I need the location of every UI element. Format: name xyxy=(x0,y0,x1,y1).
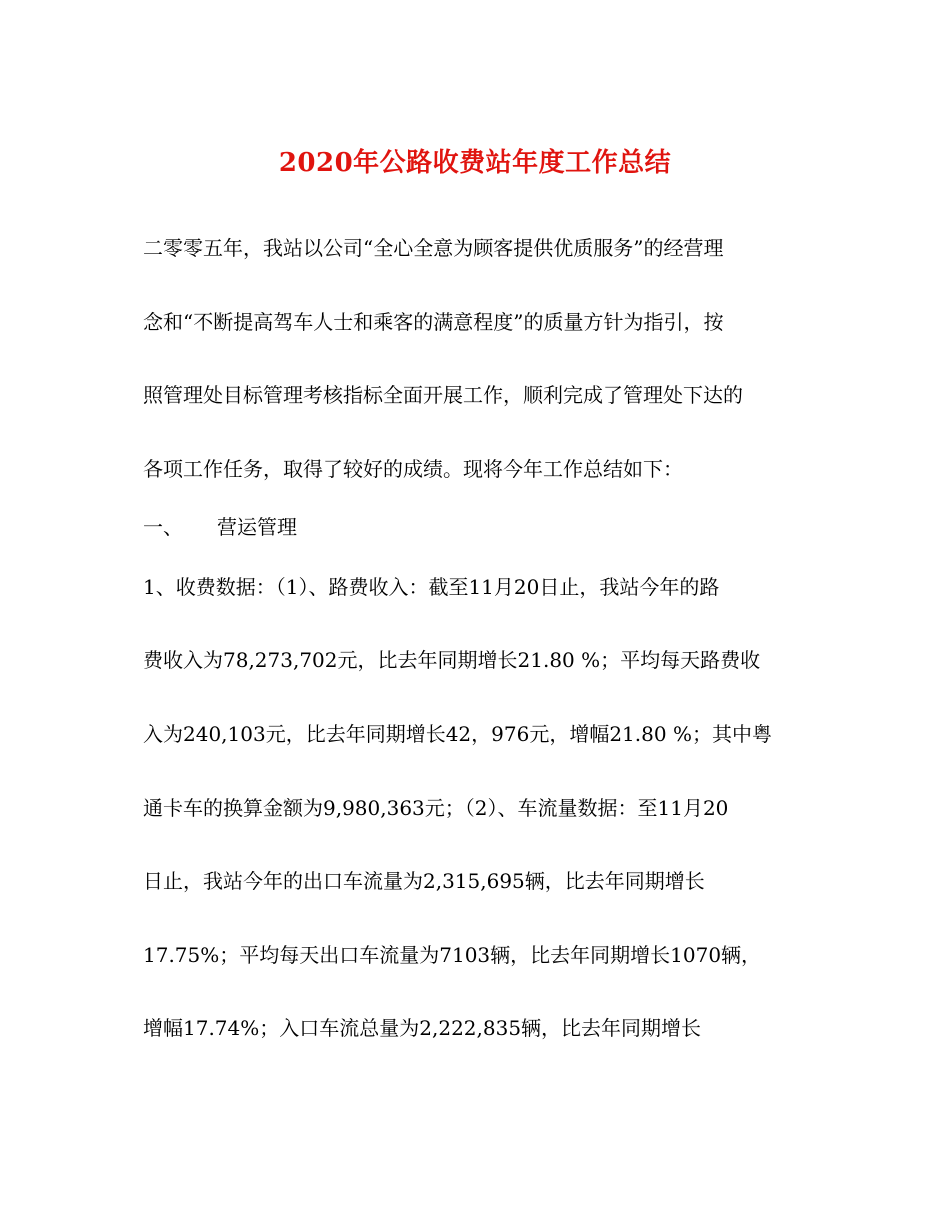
section-heading-text: 营运管理 xyxy=(217,515,297,539)
paragraph-line: 1、收费数据：（1）、路费收入：截至11月20日止，我站今年的路 xyxy=(143,575,720,599)
paragraph-line: 日止，我站今年的出口车流量为2,315,695辆，比去年同期增长 xyxy=(143,869,705,893)
paragraph-line: 入为240,103元，比去年同期增长42，976元，增幅21.80 %；其中粤 xyxy=(143,722,772,746)
paragraph-line: 各项工作任务，取得了较好的成绩。现将今年工作总结如下： xyxy=(143,457,683,481)
paragraph-line: 二零零五年，我站以公司“全心全意为顾客提供优质服务”的经营理 xyxy=(143,236,724,260)
section-heading xyxy=(143,515,297,539)
paragraph-line: 增幅17.74%；入口车流总量为2,222,835辆，比去年同期增长 xyxy=(143,1016,702,1040)
paragraph-line: 费收入为78,273,702元，比去年同期增长21.80 %；平均每天路费收 xyxy=(143,648,761,672)
document-title: 2020年公路收费站年度工作总结 xyxy=(278,148,672,178)
paragraph-line: 通卡车的换算金额为9,980,363元；（2）、车流量数据：至11月20 xyxy=(143,796,729,820)
paragraph-line: 念和“不断提高驾车人士和乘客的满意程度”的质量方针为指引，按 xyxy=(143,310,724,334)
section-heading-number: 一、 xyxy=(143,515,183,539)
paragraph-line: 照管理处目标管理考核指标全面开展工作，顺利完成了管理处下达的 xyxy=(143,383,743,407)
paragraph-line: 17.75%；平均每天出口车流量为7103辆，比去年同期增长1070辆， xyxy=(143,943,762,967)
